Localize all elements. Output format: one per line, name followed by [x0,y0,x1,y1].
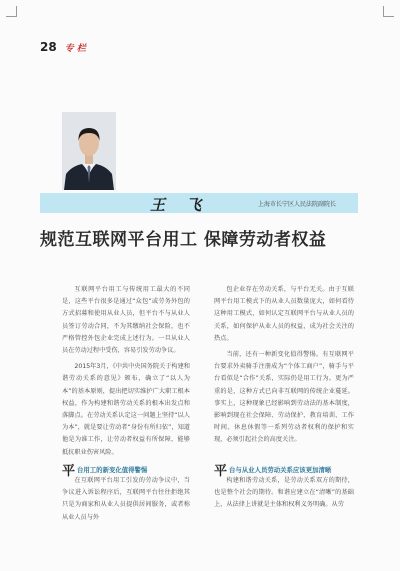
body-column-right [214,284,354,451]
author-title: 上海市长宁区人民法院副院长 [258,201,337,208]
paragraph: 构建和谐劳动关系，是劳动关系双方的期待，也是整个社会的期待。和谐应建立在“清晰”的基础上，从法律上讲就是主体和权利义务明确。从劳 [214,477,354,509]
paragraph: 互联网平台用工与传统用工最大的不同是，这些平台很多是通过“众包”或劳务外包的方式招募和使用从业人员，但平台不与从业人员签订劳动合同，不为其缴纳社会保险，也不严格管控外包企业完成上述行为。一旦从业人员在劳动过程中受伤，容易引发劳动争议。 [62,286,190,355]
article-title: 规范互联网平台用工 保障劳动者权益 [40,230,327,250]
section-label: 专 栏 [64,44,86,54]
paragraph: 包企业存在劳动关系，与平台无关。由于互联网平台用工模式下的从业人员数量庞大，如何看待这种用工模式，如何认定互联网平台与从业人员的关系，如何保护从业人员的权益，成为社会关注的热点。 [214,286,354,342]
body-column-left [62,284,190,463]
author-portrait-illustration [62,112,116,190]
subheading-initial: 平 [62,464,76,479]
page-header [40,40,86,56]
subheading-initial: 平 [214,464,228,479]
author-name: 王 飞 [150,196,210,214]
paragraph: 2015年3月，《中共中央国务院关于构建和谐劳动关系的意见》颁布，确立了“以人为本”的基本原则，提出把切实维护广大职工根本权益，作为构建和谐劳动关系的根本出发点和落脚点。在劳动关系认定这一问题上坚持“以人为本”，就是要让劳动者“身份有所归依”，知道他是为谁工作，让劳动者权益有所保障，能够抵抗职业伤害风险。 [62,363,190,456]
body-column-right-bottom [214,475,354,516]
page-number: 28 [40,40,57,54]
paragraph: 当前，还有一种新变化值得警惕。有互联网平台要求外卖骑手注册成为“个体工商户”，骑手与平台看似是“合作”关系，实际仍是用工行为。更为严重的是，这种方式已向非互联网的传统企业蔓延。事实上，这种现象已经影响到劳动法的基本制度，影响到现在社会保障、劳动保护、教育培训、工作时间、休息休假等一系列劳动者权利的保护和实现，必须引起社会的高度关注。 [214,351,354,444]
body-column-left-bottom [62,475,190,528]
crop-mark-top-left [6,6,17,17]
paragraph: 在互联网平台用工引发的劳动争议中，当争议进入诉讼程序后，互联网平台往往拒绝其只是为商家和从业人员提供居间服务，或者称从业人员与外 [62,477,190,521]
subheading-text: 台与从业人员劳动关系应该更加清晰 [229,466,332,474]
author-photo [62,112,116,190]
crop-mark-top-right [383,6,394,17]
subheading-text: 台用工的新变化值得警惕 [77,466,148,474]
